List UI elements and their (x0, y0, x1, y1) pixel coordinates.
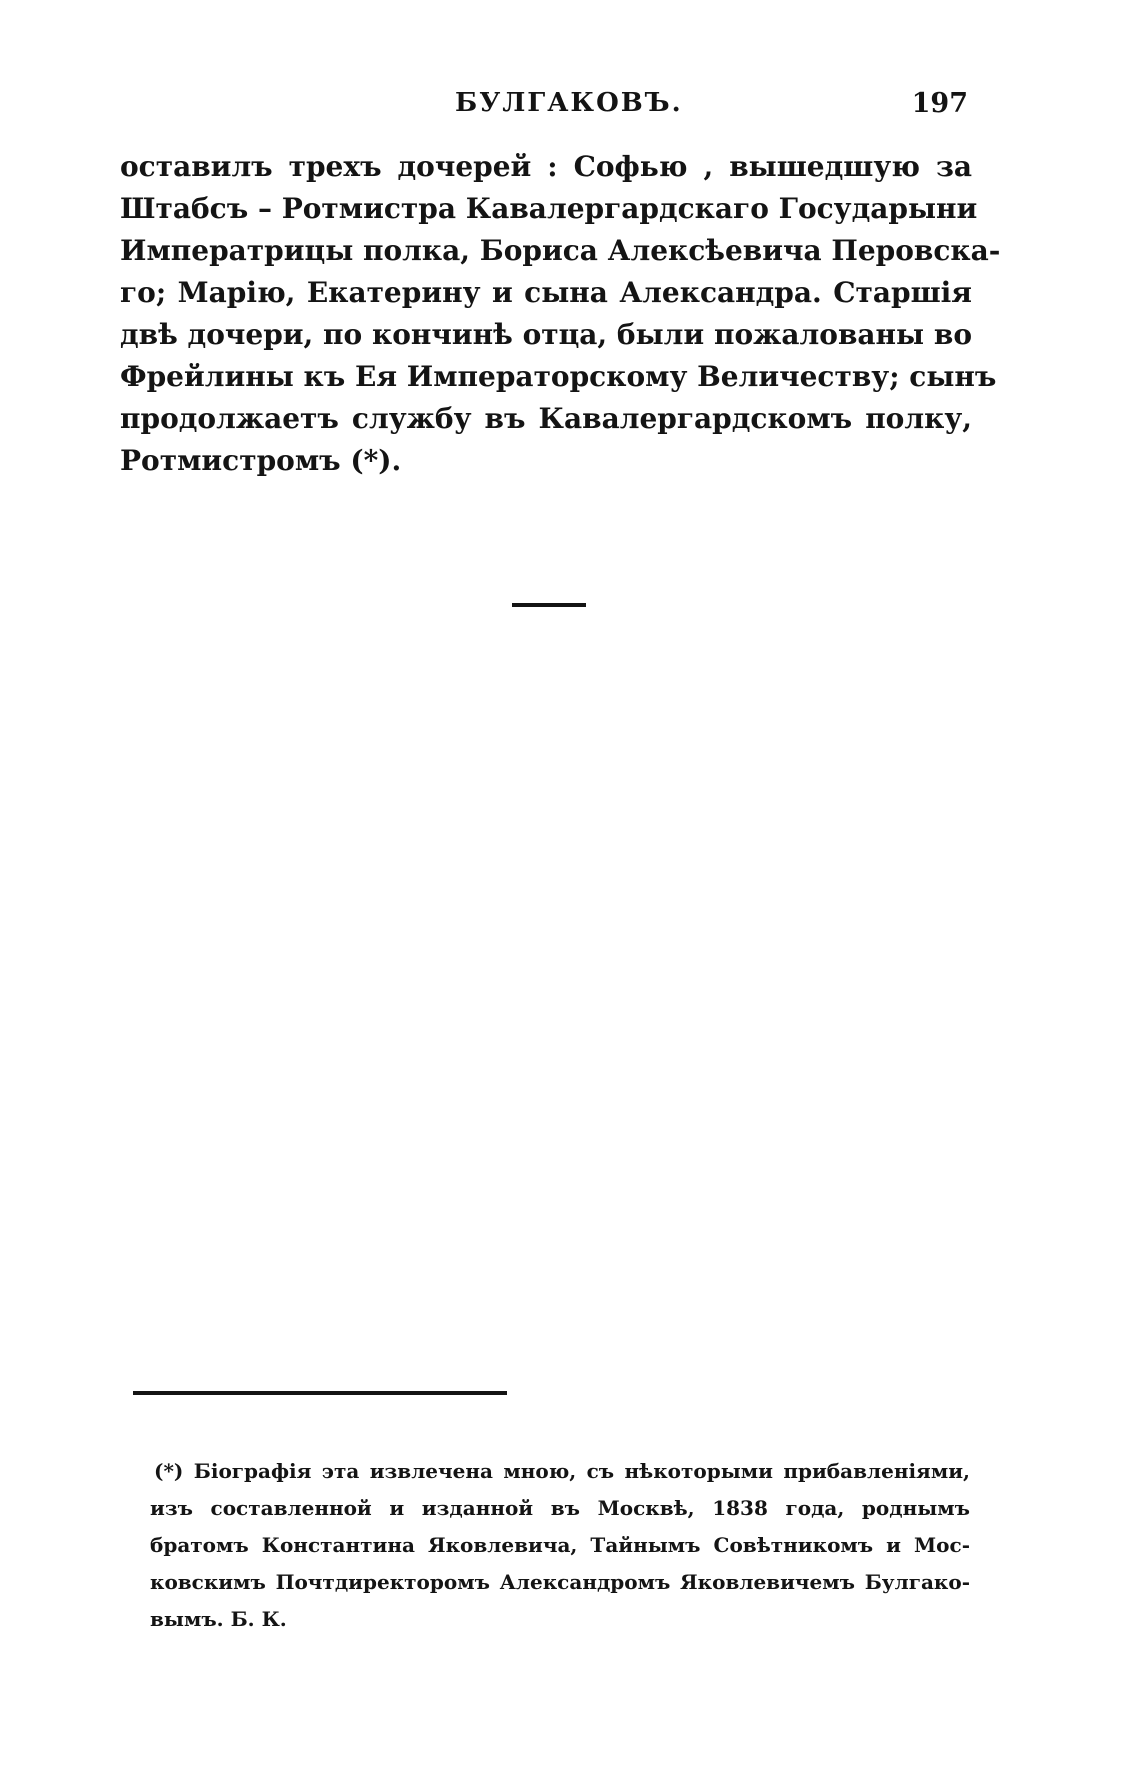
section-divider (512, 603, 586, 607)
body-line: Штабсъ – Ротмистра Кавалергардскаго Государыни (120, 192, 978, 225)
body-line: продолжаетъ службу въ Кавалергардскомъ полку, (120, 402, 972, 435)
page-number: 197 (911, 88, 968, 119)
footnote (150, 1453, 970, 1638)
body-line: двѣ дочери, по кончинѣ отца, были пожалованы во (120, 318, 972, 351)
body-line: оставилъ трехъ дочерей : Софью , вышедшую за (120, 150, 972, 183)
footnote-line: ковскимъ Почтдиректоромъ Александромъ Яковлевичемъ Булгако- (150, 1570, 970, 1594)
footnote-line: братомъ Константина Яковлевича, Тайнымъ Совѣтникомъ и Мос- (150, 1533, 970, 1557)
footnote-line: изъ составленной и изданной въ Москвѣ, 1838 года, роднымъ (150, 1496, 970, 1520)
body-line: го; Марію, Екатерину и сына Александра. Старшія (120, 276, 972, 309)
running-title: БУЛГАКОВЪ. (455, 88, 683, 118)
footnote-separator (133, 1391, 507, 1395)
body-line: Фрейлины къ Ея Императорскому Величеству; сынъ (120, 360, 997, 393)
body-line: Императрицы полка, Бориса Алексѣевича Перовска- (120, 234, 1001, 267)
body-paragraph (120, 146, 1001, 482)
running-head (120, 88, 970, 128)
body-line: Ротмистромъ (*). (120, 444, 402, 477)
footnote-line: вымъ. Б. К. (150, 1607, 287, 1631)
footnote-line: (*) Біографія эта извлечена мною, съ нѣкоторыми прибавленіями, (154, 1459, 970, 1483)
